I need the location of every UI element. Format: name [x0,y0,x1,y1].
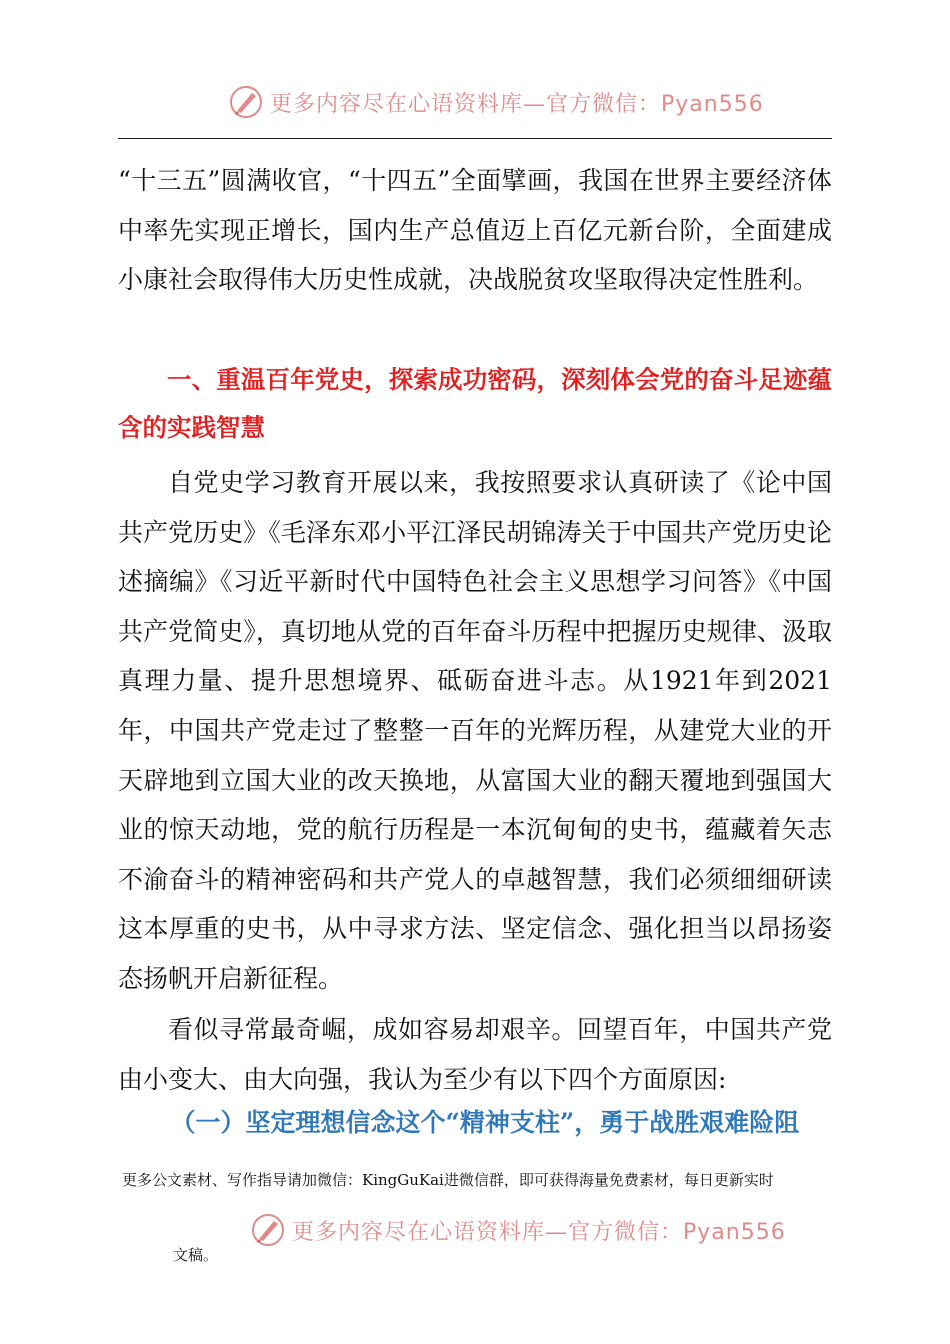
pen-quill-icon [228,84,264,120]
paragraph-2: 自党史学习教育开展以来，我按照要求认真研读了《论中国共产党历史》《毛泽东邓小平江泽民胡锦涛关于中国共产党历史论述摘编》《习近平新时代中国特色社会主义思想学习问答》《中国共产党简史》，真切地从党的百年奋斗历程中把握历史规律、汲取真理力量、提升思想境界、砥砺奋进斗志。从1921年到2021年，中国共产党走过了整整一百年的光辉历程，从建党大业的开天辟地到立国大业的改天换地，从富国大业的翻天覆地到强国大业的惊天动地，党的航行历程是一本沉甸甸的史书，蕴藏着矢志不渝奋斗的精神密码和共产党人的卓越智慧，我们必须细细研读这本厚重的史书，从中寻求方法、坚定信念、强化担当以昂扬姿态扬帆开启新征程。 [118,468,832,993]
header-watermark-banner [228,82,764,122]
subsection-heading-1: （一）坚定理想信念这个“精神支柱”，勇于战胜艰难险阻 [170,1108,800,1137]
paragraph-3: 看似寻常最奇崛，成如容易却艰辛。回望百年，中国共产党由小变大、由大向强，我认为至少有以下四个方面原因: [118,1015,832,1094]
header-banner-text: 更多内容尽在心语资料库—官方微信：Pyan556 [270,91,764,117]
section-heading-1: 一、重温百年党史，探索成功密码，深刻体会党的奋斗足迹蕴含的实践智慧 [118,365,832,442]
pen-quill-icon [250,1212,286,1248]
header-divider [118,138,832,139]
footer-watermark-banner [250,1210,786,1250]
footer-banner-text: 更多内容尽在心语资料库—官方微信：Pyan556 [292,1219,786,1245]
footer-note: 更多公文素材、写作指导请加微信：KingGuKai进微信群，即可获得海量免费素材，每日更新实时 [122,1171,774,1189]
paragraph-1: “十三五”圆满收官，“十四五”全面擘画，我国在世界主要经济体中率先实现正增长，国内生产总值迈上百亿元新台阶，全面建成小康社会取得伟大历史性成就，决战脱贫攻坚取得决定性胜利。 [118,166,832,295]
footer-note-end: 文稿。 [173,1246,219,1264]
